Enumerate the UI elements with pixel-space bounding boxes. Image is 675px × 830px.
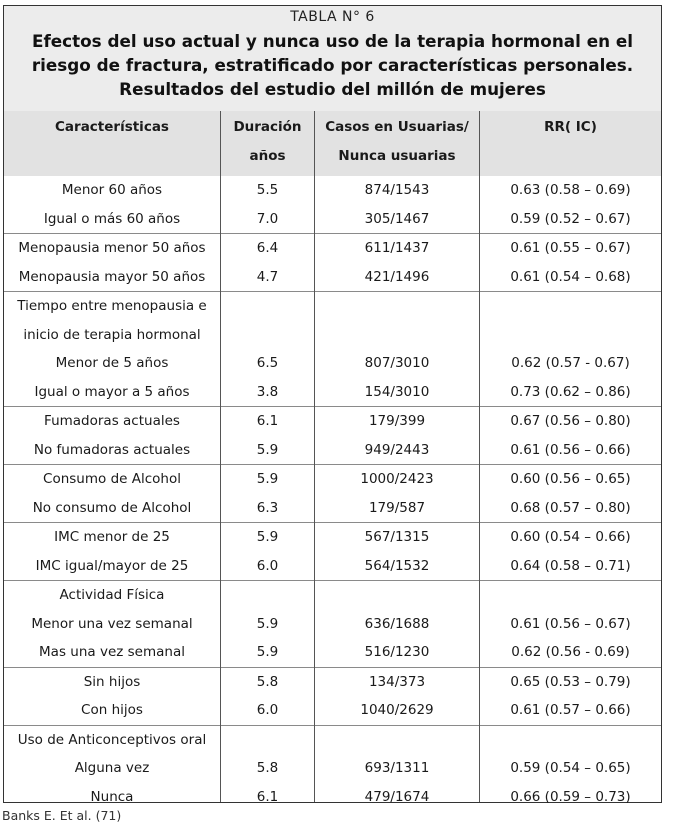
cell-duration: 5.9 xyxy=(256,471,279,487)
cell-characteristic: Menopausia mayor 50 años xyxy=(18,268,206,285)
cell-rr: 0.62 (0.56 - 0.69) xyxy=(511,644,630,660)
table-row xyxy=(4,205,661,234)
cell-duration: 3.8 xyxy=(256,383,279,400)
row-group xyxy=(4,234,661,292)
cell-characteristic: Igual o mayor a 5 años xyxy=(34,383,190,400)
cell-characteristic: IMC igual/mayor de 25 xyxy=(35,557,189,574)
table-row xyxy=(4,668,661,697)
cell-duration: 5.8 xyxy=(256,760,279,776)
cell-rr: 0.65 (0.53 – 0.79) xyxy=(510,673,631,690)
cell-rr: 0.62 (0.57 - 0.67) xyxy=(511,355,630,371)
column-divider xyxy=(479,111,480,802)
table-body xyxy=(4,176,661,811)
cell-cases xyxy=(315,321,479,350)
row-group xyxy=(4,581,661,668)
cell-characteristic: inicio de terapia hormonal xyxy=(23,326,201,343)
header-duration xyxy=(221,111,314,178)
cell-duration: 6.3 xyxy=(256,499,279,516)
cell-duration: 5.5 xyxy=(256,182,279,198)
cell-characteristic: Fumadoras actuales xyxy=(44,413,180,429)
table-row xyxy=(4,234,661,263)
cell-characteristic: Sin hijos xyxy=(83,673,141,690)
cell-cases: 154/3010 xyxy=(364,383,430,400)
cell-duration xyxy=(221,581,314,610)
cell-cases: 421/1496 xyxy=(364,268,430,285)
table-row xyxy=(4,523,661,552)
row-group xyxy=(4,407,661,465)
cell-duration: 5.8 xyxy=(256,673,279,690)
table-row xyxy=(4,349,661,378)
header-cases-line1: Casos en Usuarias/ xyxy=(325,119,469,135)
table-row xyxy=(4,292,661,321)
cell-cases: 305/1467 xyxy=(364,210,430,227)
table-row xyxy=(4,494,661,523)
cell-rr: 0.60 (0.56 – 0.65) xyxy=(510,471,631,487)
cell-characteristic: Actividad Física xyxy=(59,587,165,603)
cell-rr: 0.61 (0.56 – 0.66) xyxy=(510,441,631,458)
cell-characteristic: Menor de 5 años xyxy=(55,355,169,371)
cell-cases xyxy=(315,726,479,755)
table-row xyxy=(4,726,661,755)
cell-characteristic: Alguna vez xyxy=(74,760,150,776)
header-rr xyxy=(480,111,661,178)
cell-characteristic: Consumo de Alcohol xyxy=(43,471,181,487)
table-title-area xyxy=(4,6,661,111)
cell-duration: 5.9 xyxy=(256,441,279,458)
cell-duration xyxy=(221,292,314,321)
cell-rr: 0.64 (0.58 – 0.71) xyxy=(510,557,631,574)
cell-cases xyxy=(315,581,479,610)
cell-cases: 611/1437 xyxy=(364,240,430,256)
cell-rr: 0.73 (0.62 – 0.86) xyxy=(510,383,631,400)
cell-rr: 0.61 (0.56 – 0.67) xyxy=(510,615,631,632)
cell-rr: 0.61 (0.55 – 0.67) xyxy=(510,240,631,256)
row-group xyxy=(4,465,661,523)
cell-rr xyxy=(480,726,661,755)
cell-characteristic: No consumo de Alcohol xyxy=(32,499,192,516)
cell-cases: 134/373 xyxy=(368,673,426,690)
cell-rr: 0.59 (0.52 – 0.67) xyxy=(510,210,631,227)
header-characteristics-label: Características xyxy=(55,119,169,135)
header-cases-line2: Nunca usuarias xyxy=(338,148,456,164)
cell-rr xyxy=(480,292,661,321)
cell-characteristic: IMC menor de 25 xyxy=(54,529,170,545)
table-source-caption: Banks E. Et al. (71) xyxy=(2,808,122,823)
table-row xyxy=(4,436,661,465)
cell-rr xyxy=(480,321,661,350)
cell-characteristic: Menor una vez semanal xyxy=(31,615,193,632)
table-title xyxy=(4,29,661,101)
row-group xyxy=(4,176,661,234)
row-group xyxy=(4,668,661,726)
cell-cases: 179/587 xyxy=(368,499,426,516)
table-row xyxy=(4,176,661,205)
column-divider xyxy=(220,111,221,802)
cell-cases: 479/1674 xyxy=(364,788,430,805)
table-row xyxy=(4,754,661,783)
cell-characteristic: Nunca xyxy=(90,788,134,805)
header-cases xyxy=(315,111,479,178)
cell-characteristic: Mas una vez semanal xyxy=(39,644,185,660)
cell-rr: 0.68 (0.57 – 0.80) xyxy=(510,499,631,516)
cell-cases: 636/1688 xyxy=(364,615,430,632)
row-group xyxy=(4,726,661,812)
table-row xyxy=(4,552,661,581)
table-row xyxy=(4,378,661,407)
table-row xyxy=(4,407,661,436)
cell-characteristic: Menor 60 años xyxy=(61,182,163,198)
table-title-line: Efectos del uso actual y nunca uso de la terapia hormonal en el xyxy=(32,31,633,51)
table-row xyxy=(4,321,661,350)
cell-rr: 0.61 (0.54 – 0.68) xyxy=(510,268,631,285)
cell-rr: 0.61 (0.57 – 0.66) xyxy=(510,702,631,718)
row-group xyxy=(4,292,661,407)
cell-rr: 0.60 (0.54 – 0.66) xyxy=(510,529,631,545)
cell-rr: 0.67 (0.56 – 0.80) xyxy=(510,413,631,429)
cell-cases: 874/1543 xyxy=(364,182,430,198)
cell-duration: 6.1 xyxy=(256,788,279,805)
cell-duration: 6.4 xyxy=(256,240,279,256)
table-row xyxy=(4,610,661,639)
cell-cases: 516/1230 xyxy=(364,644,430,660)
cell-cases: 807/3010 xyxy=(364,355,430,371)
cell-cases: 1000/2423 xyxy=(360,471,434,487)
cell-cases: 1040/2629 xyxy=(360,702,434,718)
cell-rr xyxy=(480,581,661,610)
cell-characteristic: Tiempo entre menopausia e xyxy=(17,298,207,314)
table-row xyxy=(4,696,661,725)
table-row xyxy=(4,783,661,812)
cell-rr: 0.66 (0.59 – 0.73) xyxy=(510,788,631,805)
cell-duration: 5.9 xyxy=(256,615,279,632)
cell-characteristic: No fumadoras actuales xyxy=(33,441,191,458)
cell-rr: 0.59 (0.54 – 0.65) xyxy=(510,760,631,776)
cell-characteristic: Igual o más 60 años xyxy=(43,210,181,227)
cell-cases: 564/1532 xyxy=(364,557,430,574)
cell-characteristic: Menopausia menor 50 años xyxy=(18,240,206,256)
cell-cases: 567/1315 xyxy=(364,529,430,545)
cell-cases xyxy=(315,292,479,321)
table-title-line: Resultados del estudio del millón de mujeres xyxy=(119,79,546,99)
cell-cases: 949/2443 xyxy=(364,441,430,458)
cell-cases: 693/1311 xyxy=(364,760,430,776)
cell-duration xyxy=(221,321,314,350)
column-divider xyxy=(314,111,315,802)
cell-duration xyxy=(221,726,314,755)
cell-cases: 179/399 xyxy=(368,413,426,429)
table-header-row xyxy=(4,111,661,176)
table-row xyxy=(4,638,661,667)
data-table xyxy=(3,5,662,803)
cell-duration: 6.5 xyxy=(256,355,279,371)
header-duration-line1: Duración xyxy=(233,119,302,135)
cell-characteristic: Uso de Anticonceptivos oral xyxy=(17,731,207,748)
header-duration-line2: años xyxy=(249,148,286,164)
row-group xyxy=(4,523,661,581)
cell-duration: 6.0 xyxy=(256,557,279,574)
cell-duration: 6.0 xyxy=(256,702,279,718)
cell-rr: 0.63 (0.58 – 0.69) xyxy=(510,182,631,198)
cell-duration: 6.1 xyxy=(256,413,279,429)
header-characteristics xyxy=(4,111,220,178)
cell-duration: 5.9 xyxy=(256,644,279,660)
cell-duration: 7.0 xyxy=(256,210,279,227)
cell-characteristic: Con hijos xyxy=(81,702,143,718)
cell-duration: 4.7 xyxy=(256,268,279,285)
table-row xyxy=(4,465,661,494)
table-row xyxy=(4,581,661,610)
table-number-label: TABLA N° 6 xyxy=(290,9,375,25)
table-row xyxy=(4,263,661,292)
header-rr-label: RR( IC) xyxy=(544,119,597,135)
table-title-line: riesgo de fractura, estratificado por características personales. xyxy=(31,55,634,75)
cell-duration: 5.9 xyxy=(256,529,279,545)
